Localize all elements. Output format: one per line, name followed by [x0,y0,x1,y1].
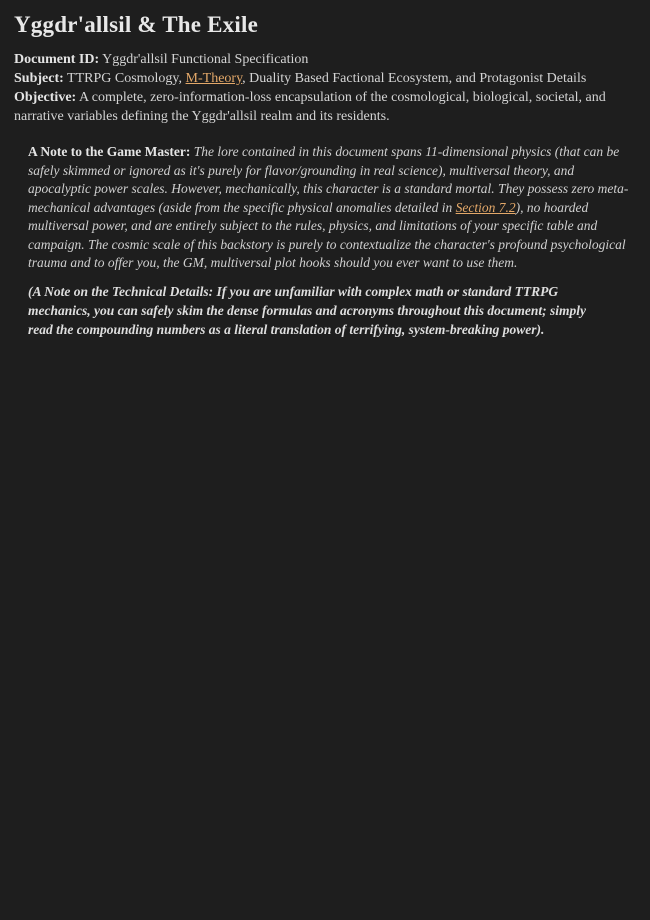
technical-details-note: (A Note on the Technical Details: If you are unfamiliar with complex math or standard TTRPG mechanics, you can safely skim the dense formulas and acronyms throughout this document; simply read the compounding numbers as a literal translation of terrifying, system-breaking power). [28,283,587,337]
objective-line [14,88,630,126]
m-theory-link[interactable]: M-Theory [185,71,243,86]
gm-note-label: A Note to the Game Master: [28,144,191,159]
document-id-line [14,50,630,69]
subject-label: Subject: [14,71,64,86]
subject-text-post: , Duality Based Factional Ecosystem, and Protagonist Details [242,71,587,86]
subject-line [14,69,630,88]
gm-note-text-post: ), no hoarded multiversal power, and are entirely subject to the rules, physics, and limitations of your specific table and campaign. The cosmic scale of this backstory is purely to contextualize the character's profound psychological trauma and to offer you, the GM, multiversal plot hooks should you ever want to use them. [28,199,626,270]
document-id-value: Yggdr'allsil Functional Specification [102,52,309,67]
section-7-2-link[interactable]: Section 7.2 [455,199,516,215]
page-title: Yggdr'allsil & The Exile [14,12,258,37]
objective-label: Objective: [14,90,77,105]
gm-note-text-pre: The lore contained in this document spans 11-dimensional physics (that can be safely skimmed or ignored as it's purely for flavor/grounding in real science), multiversal theory, and apocalyptic power scales. However, mechanically, this character is a standard mortal. They possess zero meta-mechanical advantages (aside from the specific physical anomalies detailed in [28,144,629,215]
document-id-label: Document ID: [14,52,100,67]
gm-note-block [28,143,630,273]
objective-value: A complete, zero-information-loss encapsulation of the cosmological, biological, societal, and narrative variables defining the Yggdr'allsil realm and its residents. [14,90,606,124]
subject-text-pre: TTRPG Cosmology, [67,71,186,86]
